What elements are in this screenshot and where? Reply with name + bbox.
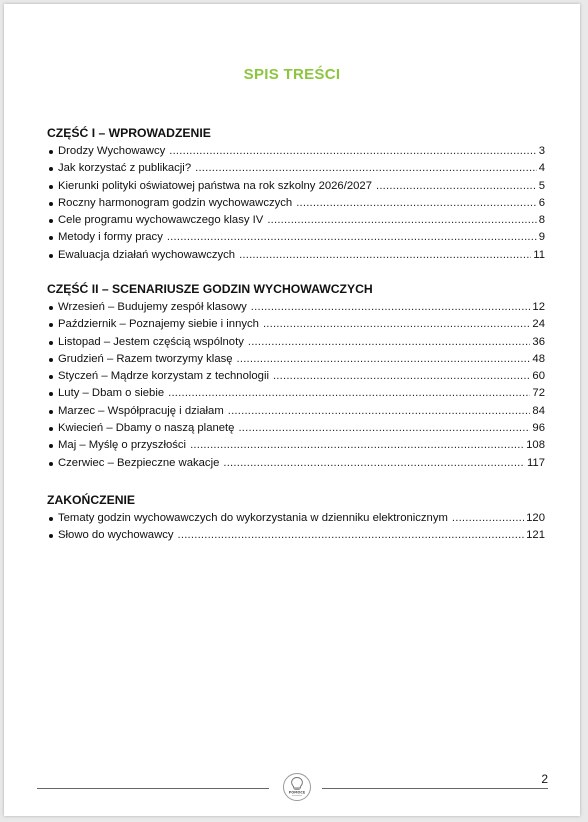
dot-leader: [178, 527, 525, 544]
toc-entry-title: Luty – Dbam o siebie: [58, 387, 165, 400]
toc-entry-title: Październik – Poznajemy siebie i innych: [58, 318, 259, 331]
dot-leader: [248, 334, 531, 351]
toc-entry-page: 24: [532, 318, 545, 331]
toc-entry-list: [47, 510, 545, 545]
toc-entry-title: Styczeń – Mądrze korzystam z technologii: [58, 370, 269, 383]
toc-entry[interactable]: [47, 316, 545, 333]
page-number: 2: [541, 772, 548, 786]
toc-entry-title: Grudzień – Razem tworzymy klasę: [58, 352, 233, 365]
toc-entry-title: Listopad – Jestem częścią wspólnoty: [58, 335, 244, 348]
dot-leader: [452, 510, 524, 527]
toc-entry[interactable]: [47, 334, 545, 351]
toc-entry-page: 121: [526, 529, 545, 542]
toc-entry-page: 8: [538, 214, 545, 227]
toc-entry[interactable]: [47, 420, 545, 437]
toc-entry-page: 5: [538, 179, 545, 192]
toc-entry-page: 72: [532, 387, 545, 400]
dot-leader: [228, 403, 531, 420]
toc-entry-list: [47, 143, 545, 264]
toc-entry[interactable]: [47, 455, 545, 472]
dot-leader: [267, 212, 536, 229]
toc-section-part-1: [47, 125, 545, 264]
dot-leader: [190, 437, 524, 454]
toc-entry-page: 120: [526, 512, 545, 524]
toc-entry[interactable]: [47, 351, 545, 368]
toc-entry-title: Drodzy Wychowawcy: [58, 145, 166, 157]
toc-entry-title: Czerwiec – Bezpieczne wakacje: [58, 456, 220, 469]
toc-entry-title: Kwiecień – Dbamy o naszą planetę: [58, 422, 235, 435]
toc-entry-page: 12: [532, 301, 545, 313]
toc-entry[interactable]: [47, 247, 545, 264]
toc-entry-page: 96: [532, 422, 545, 435]
section-heading: ZAKOŃCZENIE: [47, 493, 136, 507]
dot-leader: [273, 368, 530, 385]
toc-title: SPIS TREŚCI: [243, 66, 341, 83]
toc-entry-page: 84: [532, 404, 545, 417]
dot-leader: [195, 160, 537, 177]
footer-divider-right: [322, 788, 548, 789]
toc-entry-title: Jak korzystać z publikacji?: [58, 162, 192, 175]
dot-leader: [168, 385, 530, 402]
dot-leader: [169, 143, 536, 160]
toc-entry[interactable]: [47, 510, 545, 527]
logo-wordmark: POMOCE: [288, 790, 306, 795]
toc-entry-page: 6: [538, 196, 545, 209]
toc-entry-title: Metody i formy pracy: [58, 231, 163, 244]
toc-entry-page: 9: [538, 231, 545, 244]
toc-entry[interactable]: [47, 212, 545, 229]
dot-leader: [237, 351, 531, 368]
toc-entry-title: Ewaluacja działań wychowawczych: [58, 248, 236, 261]
toc-entry[interactable]: [47, 178, 545, 195]
toc-entry-title: Kierunki polityki oświatowej państwa na rok szkolny 2026/2027: [58, 179, 372, 192]
dot-leader: [239, 247, 531, 264]
footer-divider-left: [37, 788, 269, 789]
toc-entry-title: Wrzesień – Budujemy zespół klasowy: [58, 301, 247, 313]
toc-entry-page: 48: [532, 352, 545, 365]
toc-entry-title: Cele programu wychowawczego klasy IV: [58, 214, 264, 227]
dot-leader: [296, 195, 537, 212]
toc-entry[interactable]: [47, 385, 545, 402]
dot-leader: [238, 420, 530, 437]
toc-entry-page: 117: [526, 456, 545, 469]
toc-section-part-2: [47, 281, 545, 472]
toc-entry-title: Maj – Myślę o przyszłości: [58, 439, 187, 452]
toc-entry-list: [47, 299, 545, 472]
toc-entry-page: 108: [526, 439, 545, 452]
toc-entry[interactable]: [47, 229, 545, 246]
toc-entry-page: 3: [538, 145, 545, 157]
dot-leader: [223, 455, 525, 472]
toc-entry[interactable]: [47, 195, 545, 212]
publisher-logo-icon: [282, 772, 312, 802]
dot-leader: [263, 316, 530, 333]
toc-entry[interactable]: [47, 160, 545, 177]
toc-entry[interactable]: [47, 527, 545, 544]
document-page: [4, 4, 580, 816]
toc-entry[interactable]: [47, 368, 545, 385]
toc-entry-page: 60: [532, 370, 545, 383]
section-heading: CZĘŚĆ I – WPROWADZENIE: [47, 126, 211, 140]
toc-entry-page: 11: [533, 248, 545, 261]
toc-entry[interactable]: [47, 299, 545, 316]
dot-leader: [376, 178, 537, 195]
toc-entry-page: 36: [532, 335, 545, 348]
toc-entry-page: 4: [538, 162, 545, 175]
section-heading: CZĘŚĆ II – SCENARIUSZE GODZIN WYCHOWAWCZYCH: [47, 282, 373, 296]
dot-leader: [251, 299, 531, 316]
toc-entry[interactable]: [47, 437, 545, 454]
dot-leader: [167, 229, 537, 246]
toc-section-ending: [47, 492, 545, 545]
toc-entry[interactable]: [47, 143, 545, 160]
toc-entry[interactable]: [47, 403, 545, 420]
toc-entry-title: Roczny harmonogram godzin wychowawczych: [58, 196, 293, 209]
toc-entry-title: Marzec – Współpracuję i działam: [58, 404, 224, 417]
toc-entry-title: Tematy godzin wychowawczych do wykorzystania w dzienniku elektronicznym: [58, 512, 448, 524]
toc-entry-title: Słowo do wychowawcy: [58, 529, 174, 542]
